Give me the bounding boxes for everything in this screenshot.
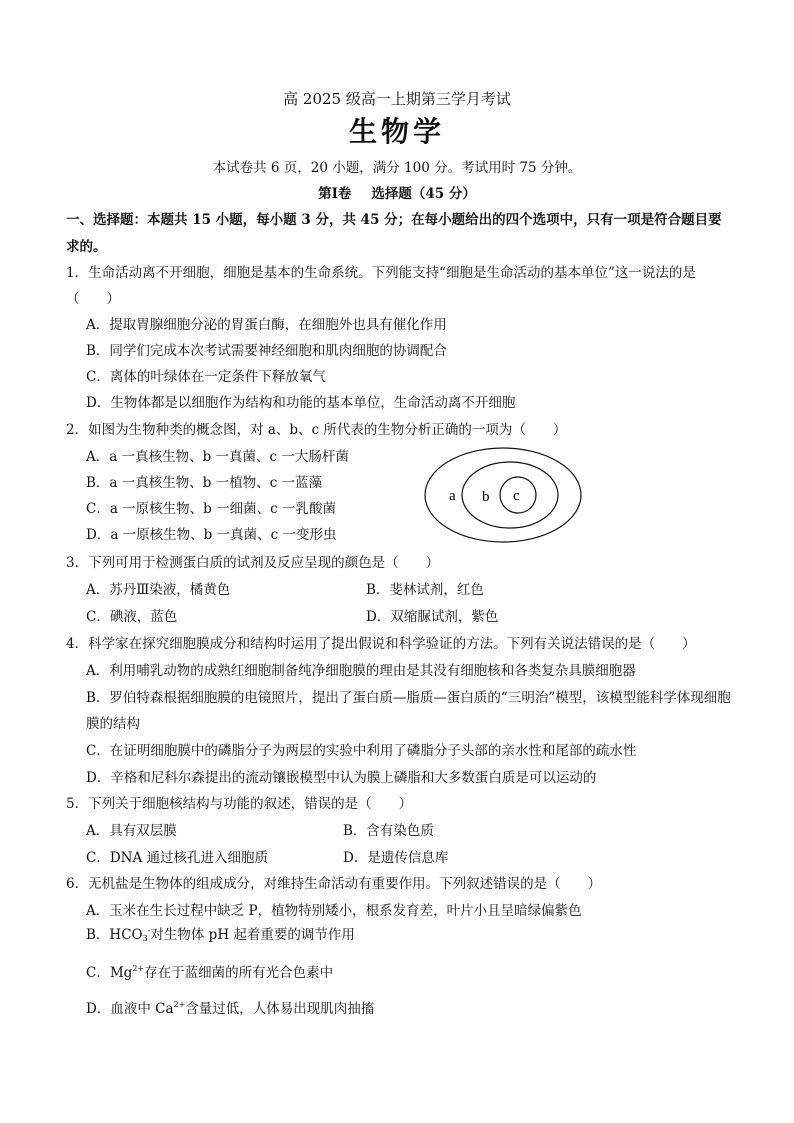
ion-formula: $Ca^{2+}$ bbox=[155, 1000, 186, 1017]
label-c: c bbox=[513, 488, 520, 504]
option-prefix: D．血液中 bbox=[86, 1001, 156, 1017]
volume-type: 选择题（45 分） bbox=[371, 186, 476, 202]
exam-title: 高 2025 级高一上期第三学月考试 bbox=[283, 90, 511, 108]
question-2-option-b: B．a 一真核生物、b 一植物、c 一蓝藻 bbox=[86, 475, 323, 491]
question-2-option-a: A．a 一真核生物、b 一真菌、c 一大肠杆菌 bbox=[86, 449, 349, 465]
question-5-option-a: A．具有双层膜 bbox=[86, 823, 177, 839]
subject-title: 生物学 bbox=[348, 115, 445, 148]
question-1-option-b: B．同学们完成本次考试需要神经细胞和肌肉细胞的协调配合 bbox=[86, 343, 447, 359]
question-4-option-c: C．在证明细胞膜中的磷脂分子为两层的实验中利用了磷脂分子头部的亲水性和尾部的疏水性 bbox=[86, 743, 637, 759]
volume-heading bbox=[0, 182, 794, 202]
label-b: b bbox=[482, 489, 490, 505]
exam-notice: 本试卷共 6 页，20 小题，满分 100 分。考试用时 75 分钟。 bbox=[212, 160, 582, 176]
question-5-option-c: C．DNA 通过核孔进入细胞质 bbox=[86, 850, 269, 866]
question-3-option-a: A．苏丹Ⅲ染液，橘黄色 bbox=[86, 582, 231, 598]
question-6-option-a: A．玉米在生长过程中缺乏 P，植物特别矮小，根系发育差，叶片小且呈暗绿偏紫色 bbox=[86, 903, 582, 919]
label-a: a bbox=[449, 488, 456, 504]
question-4-option-d: D．辛格和尼科尔森提出的流动镶嵌模型中认为膜上磷脂和大多数蛋白质是可以运动的 bbox=[86, 770, 597, 786]
concept-diagram bbox=[422, 446, 584, 550]
question-6-option-c bbox=[86, 956, 333, 986]
question-3-option-b: B．斐林试剂，红色 bbox=[366, 582, 484, 598]
question-5-option-b: B．含有染色质 bbox=[343, 823, 434, 839]
option-text: 存在于蓝细菌的所有光合色素中 bbox=[144, 965, 334, 981]
question-5-option-d: D．是遗传信息库 bbox=[343, 850, 449, 866]
question-3-option-d: D．双缩脲试剂，紫色 bbox=[366, 609, 499, 625]
option-text: 对生物体 pH 起着重要的调节作用 bbox=[150, 927, 355, 943]
question-2-option-d: D．a 一原核生物、b 一真菌、c 一变形虫 bbox=[86, 527, 337, 543]
question-6-stem: 6．无机盐是生物体的组成成分，对维持生命活动有重要作用。下列叙述错误的是（ ） bbox=[66, 876, 602, 892]
question-4-option-b: B．罗伯特森根据细胞膜的电镜照片，提出了蛋白质—脂质—蛋白质的“三明治”模型，该模型能科学体现细胞膜的结构 bbox=[86, 690, 731, 732]
question-3-option-c: C．碘液，蓝色 bbox=[86, 609, 178, 625]
question-1-option-c: C．离体的叶绿体在一定条件下释放氧气 bbox=[86, 369, 326, 385]
circle-b bbox=[462, 462, 558, 528]
volume-label: 第Ⅰ卷 bbox=[318, 186, 352, 202]
question-6-option-d bbox=[86, 992, 374, 1022]
option-text: 含量过低，人体易出现肌肉抽搐 bbox=[185, 1001, 375, 1017]
question-4-stem: 4．科学家在探究细胞膜成分和结构时运用了提出假说和科学验证的方法。下列有关说法错误的是（ ） bbox=[66, 636, 696, 652]
option-letter: C． bbox=[86, 965, 110, 981]
question-1-option-d: D．生物体都是以细胞作为结构和功能的基本单位，生命活动离不开细胞 bbox=[86, 395, 516, 411]
question-1-stem: 1．生命活动离不开细胞，细胞是基本的生命系统。下列能支持“细胞是生命活动的基本单位”这一说法的是（ ） bbox=[66, 265, 696, 307]
question-1-option-a: A．提取胃腺细胞分泌的胃蛋白酶，在细胞外也具有催化作用 bbox=[86, 317, 447, 333]
ion-formula: $HCO_3^-$ bbox=[109, 926, 151, 943]
question-2-stem: 2．如图为生物种类的概念图，对 a、b、c 所代表的生物分析正确的一项为（ ） bbox=[66, 422, 567, 438]
question-3-stem: 3．下列可用于检测蛋白质的试剂及反应呈现的颜色是（ ） bbox=[66, 555, 440, 571]
question-6-option-b bbox=[86, 918, 355, 952]
option-letter: B． bbox=[86, 927, 110, 943]
question-2-option-c: C．a 一原核生物、b 一细菌、c 一乳酸菌 bbox=[86, 501, 336, 517]
ion-formula: $Mg^{2+}$ bbox=[109, 964, 145, 981]
question-4-option-a: A．利用哺乳动物的成熟红细胞制备纯净细胞膜的理由是其没有细胞核和各类复杂具膜细胞器 bbox=[86, 663, 636, 679]
section-heading: 一、选择题：本题共 15 小题，每小题 3 分，共 45 分；在每小题给出的四个选项中，只有一项是符合题目要求的。 bbox=[66, 212, 722, 255]
question-5-stem: 5．下列关于细胞核结构与功能的叙述，错误的是（ ） bbox=[66, 796, 413, 812]
